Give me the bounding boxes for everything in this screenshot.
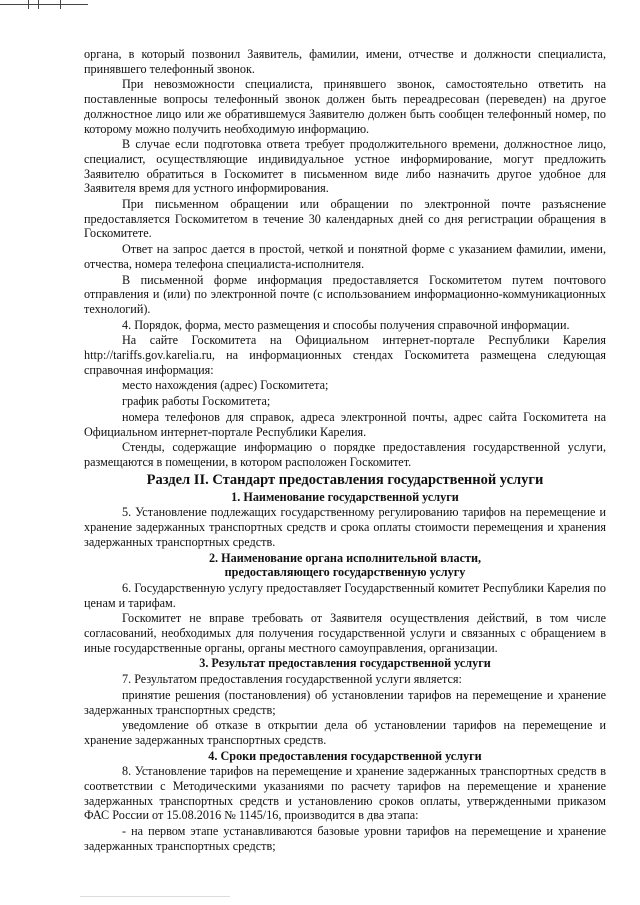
paragraphs-top [84, 47, 606, 470]
paragraph: 8. Установление тарифов на перемещение и хранение задержанных транспортных средств в соответствии с Методическими указаниями по расчету тарифов на перемещение и хранение задержанных транспортных средств и установлению сроков оплаты, утвержденными приказом ФАС России от 15.08.2016 № 1145/16, производится в два этапа: [84, 764, 606, 823]
subsection-1-body [84, 505, 606, 549]
scan-bottom-mark [80, 896, 230, 897]
section-title: Раздел II. Стандарт предоставления государственной услуги [146, 471, 544, 488]
paragraph: Стенды, содержащие информацию о порядке предоставления государственной услуги, размещаются в помещении, в котором расположен Госкомитет. [84, 440, 606, 469]
paragraph: номера телефонов для справок, адреса электронной почты, адрес сайта Госкомитета на Официальном интернет-портале Республики Карелия. [84, 409, 606, 439]
subsection-1-title: 1. Наименование государственной услуги [231, 489, 459, 504]
paragraph: 7. Результатом предоставления государственной услуги является: [122, 672, 462, 687]
paragraph: 5. Установление подлежащих государственному регулированию тарифов на перемещение и хранение задержанных транспортных средств и срока оплаты стоимости перемещения и хранения задержанных транспортных средств. [84, 505, 606, 549]
paragraph: принятие решения (постановления) об установлении тарифов на перемещение и хранение задержанных транспортных средств; [84, 687, 606, 717]
paragraph: уведомление об отказе в открытии дела об установлении тарифов на перемещение и хранение задержанных транспортных средств. [84, 718, 606, 747]
paragraph: Госкомитет не вправе требовать от Заявителя осуществления действий, в том числе согласований, необходимых для получения государственной услуги и связанных с обращением в иные государственные органы, органы местного самоуправления, организации. [84, 611, 606, 655]
subsection-2-title [84, 551, 606, 580]
subsection-2-title-line1: 2. Наименование органа исполнительной власти, [208, 550, 482, 565]
subsection-4-title: 4. Сроки предоставления государственной услуги [208, 748, 482, 763]
document-body [84, 47, 606, 855]
paragraph: график работы Госкомитета; [122, 394, 271, 409]
paragraph: При невозможности специалиста, принявшего звонок, самостоятельно ответить на поставленные вопросы телефонный звонок должен быть переадресован (переведен) на другое должностное лицо или же обратившемуся Заявителю должен быть сообщен телефонный номер, по которому можно получить необходимую информацию. [84, 77, 606, 136]
paragraph: органа, в который позвонил Заявитель, фамилии, имени, отчестве и должности специалиста, принявшего телефонный звонок. [84, 47, 606, 76]
subsection-2-title-line2: предоставляющего государственную услугу [224, 565, 466, 580]
paragraph: - на первом этапе устанавливаются базовые уровни тарифов на перемещение и хранение задержанных транспортных средств; [84, 824, 606, 853]
paragraph: Ответ на запрос дается в простой, четкой и понятной форме с указанием фамилии, имени, отчества, номера телефона специалиста-исполнителя. [84, 242, 606, 271]
subsection-3-body [84, 672, 606, 748]
subsection-2-body [84, 581, 606, 656]
subsection-4-body [84, 764, 606, 853]
paragraph: 4. Порядок, форма, место размещения и способы получения справочной информации. [122, 317, 570, 332]
subsection-3-title: 3. Результат предоставления государственной услуги [199, 656, 491, 671]
paragraph: место нахождения (адрес) Госкомитета; [122, 378, 329, 393]
scan-top-marks [0, 0, 640, 10]
paragraph: При письменном обращении или обращении по электронной почте разъяснение предоставляется Госкомитетом в течение 30 календарных дней со дня регистрации обращения в Госкомитете. [84, 197, 606, 241]
paragraph: На сайте Госкомитета на Официальном интернет-портале Республики Карелия http://tariffs.gov.karelia.ru, на информационных стендах Госкомитета размещена следующая справочная информация: [84, 333, 606, 377]
paragraph: В случае если подготовка ответа требует продолжительного времени, должностное лицо, специалист, осуществляющие индивидуальное устное информирование, могут предложить Заявителю обратиться в Госкомитет в письменном виде либо назначить другое удобное для Заявителя время для устного информирования. [84, 137, 606, 196]
paragraph: 6. Государственную услугу предоставляет Государственный комитет Республики Карелия по ценам и тарифам. [84, 580, 606, 610]
paragraph: В письменной форме информация предоставляется Госкомитетом путем почтового отправления и (или) по электронной почте (с использованием информационно-коммуникационных технологий). [84, 272, 606, 316]
